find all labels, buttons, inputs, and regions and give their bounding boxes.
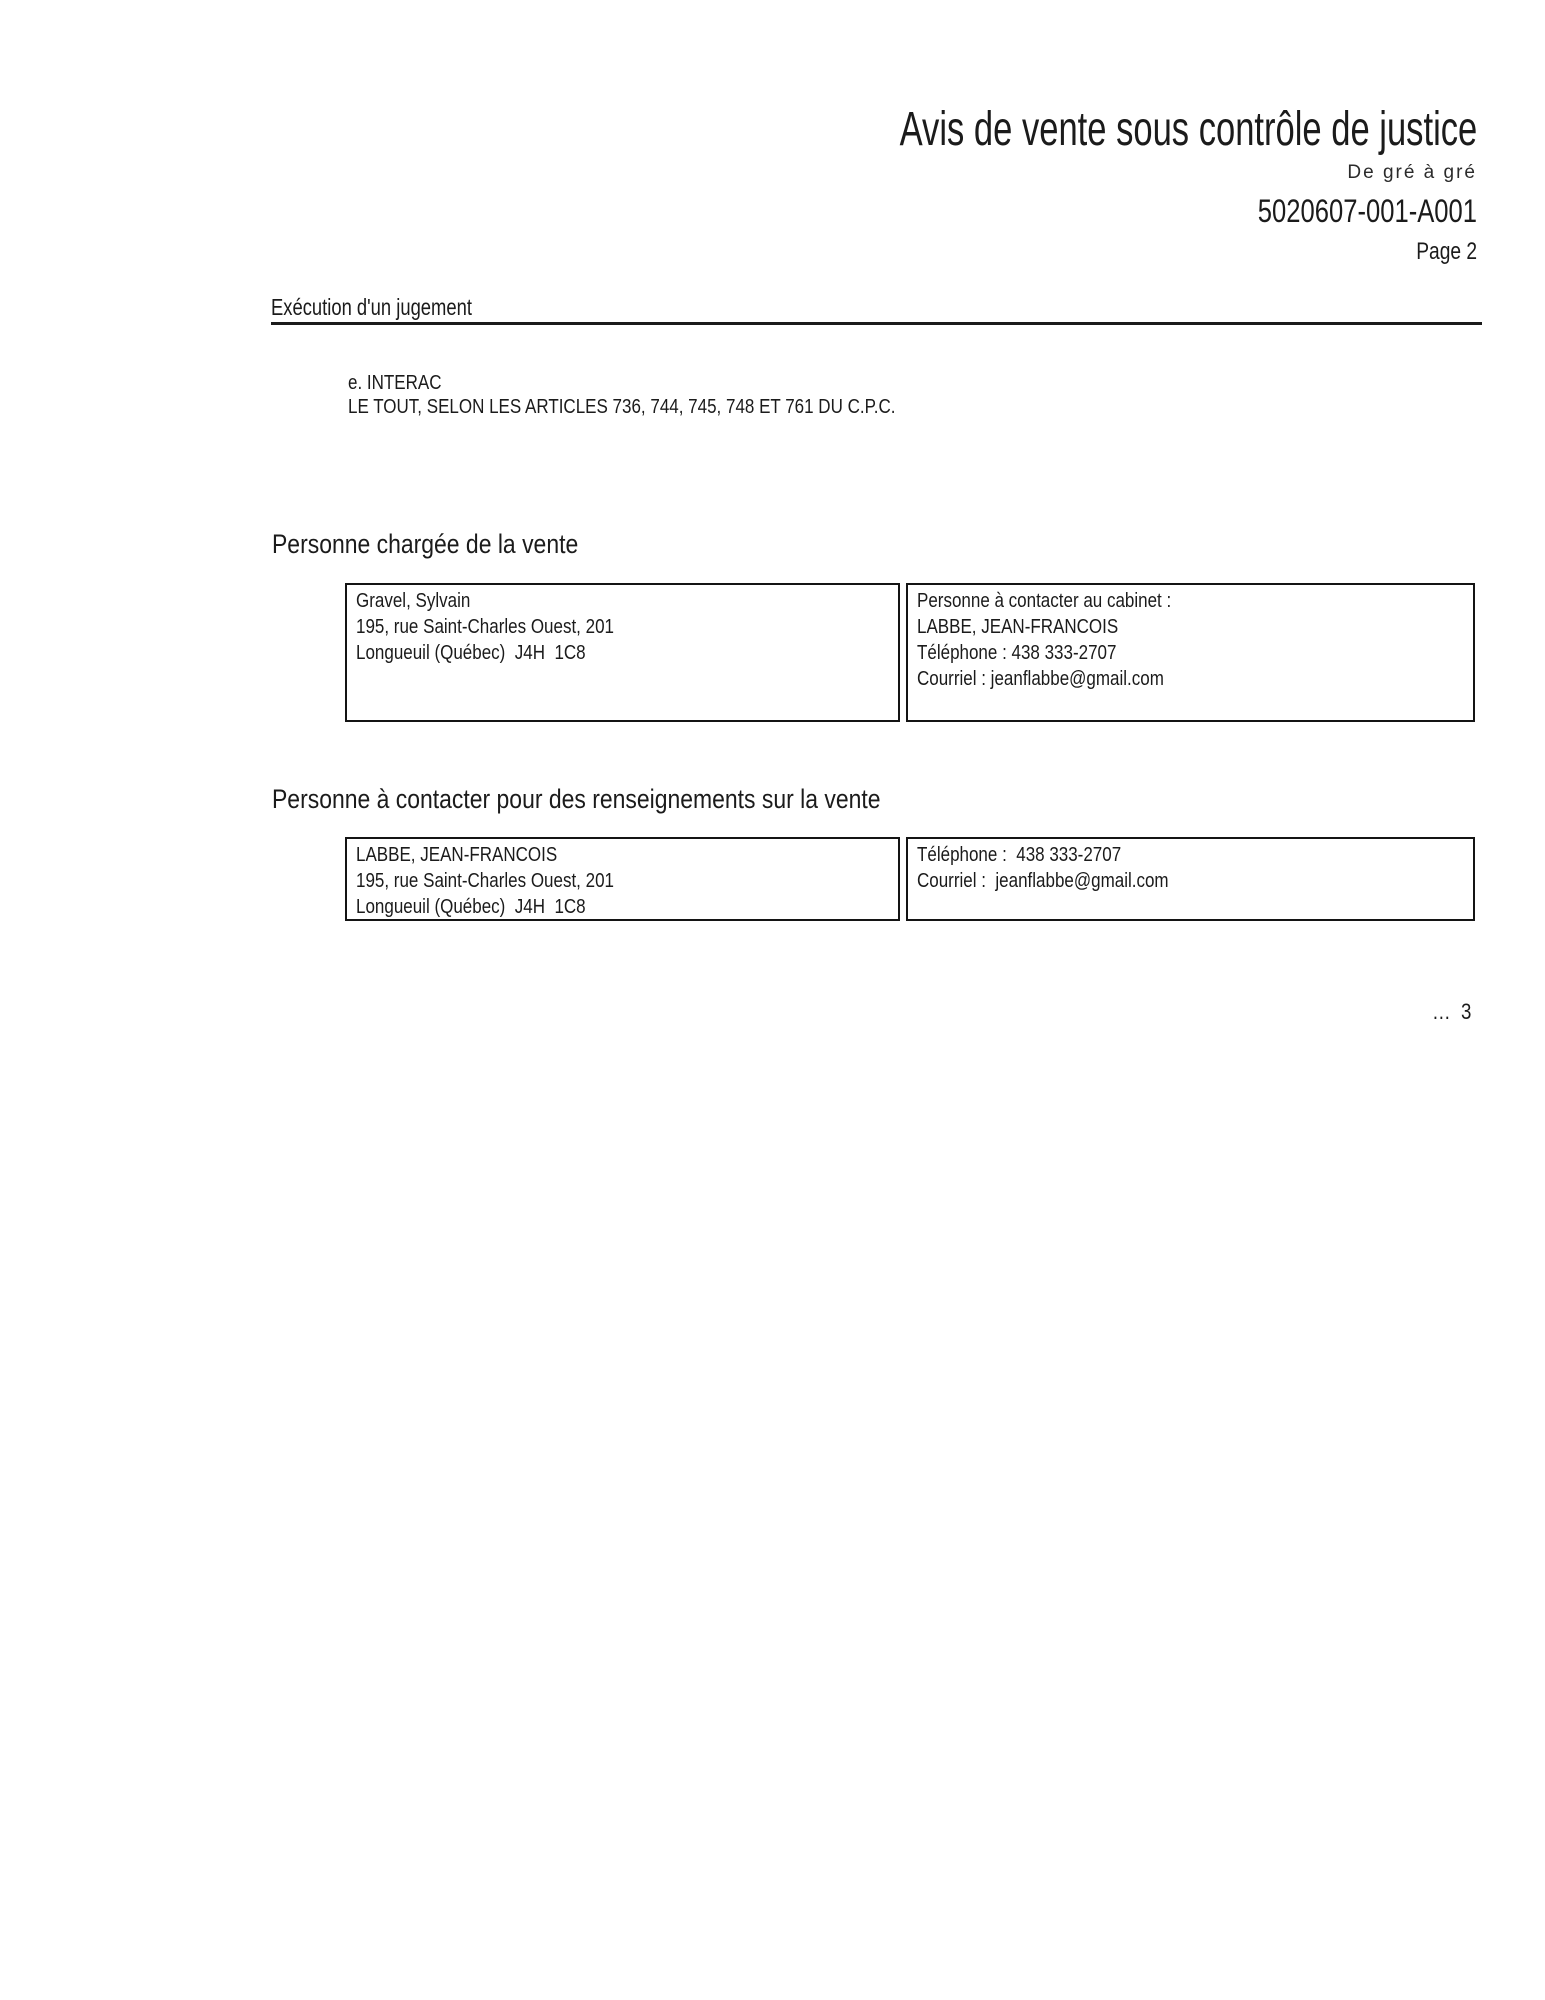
table-cell-line bbox=[917, 640, 1464, 666]
info-contact-identity-cell bbox=[345, 837, 900, 921]
cabinet-contact-email: Courriel : jeanflabbe@gmail.com bbox=[917, 668, 1164, 690]
table-cell-line bbox=[917, 842, 1464, 868]
info-contact-phone: Téléphone : 438 333-2707 bbox=[917, 844, 1122, 866]
table-cell-line bbox=[356, 842, 889, 868]
continuation-marker-text: … 3 bbox=[1431, 999, 1471, 1024]
section-heading-seller bbox=[272, 529, 632, 559]
info-contact-address-street: 195, rue Saint-Charles Ouest, 201 bbox=[356, 870, 614, 892]
body-paragraph bbox=[348, 371, 992, 419]
table-cell-line bbox=[917, 588, 1464, 614]
table-cell-line bbox=[917, 868, 1464, 894]
table-cell-line bbox=[917, 614, 1464, 640]
execution-header bbox=[271, 295, 1482, 325]
body-line bbox=[348, 371, 992, 395]
cabinet-contact-label: Personne à contacter au cabinet : bbox=[917, 590, 1172, 612]
page-number-label bbox=[675, 229, 1477, 266]
document-subtitle: De gré à gré bbox=[1347, 162, 1477, 183]
info-contact-email: Courriel : jeanflabbe@gmail.com bbox=[917, 870, 1169, 892]
cabinet-contact-name: LABBE, JEAN-FRANCOIS bbox=[917, 616, 1119, 638]
table-cell-line bbox=[356, 868, 889, 894]
cabinet-contact-phone: Téléphone : 438 333-2707 bbox=[917, 642, 1117, 664]
document-title bbox=[675, 104, 1477, 156]
body-line-text: LE TOUT, SELON LES ARTICLES 736, 744, 745, 748 ET 761 DU C.P.C. bbox=[348, 396, 896, 418]
info-contact-address-city: Longueuil (Québec) J4H 1C8 bbox=[356, 896, 586, 918]
file-number-text: 5020607-001-A001 bbox=[1257, 193, 1477, 229]
seller-address-street: 195, rue Saint-Charles Ouest, 201 bbox=[356, 616, 614, 638]
seller-table bbox=[345, 583, 1475, 722]
seller-name: Gravel, Sylvain bbox=[356, 590, 471, 612]
continuation-marker bbox=[1425, 999, 1471, 1025]
page-number-text: Page 2 bbox=[1416, 238, 1477, 265]
seller-address-city: Longueuil (Québec) J4H 1C8 bbox=[356, 642, 586, 664]
document-header bbox=[675, 104, 1477, 266]
document-title-text: Avis de vente sous contrôle de justice bbox=[899, 103, 1477, 156]
seller-identity-cell bbox=[345, 583, 900, 722]
seller-contact-cell bbox=[906, 583, 1475, 722]
table-cell-line bbox=[356, 894, 889, 920]
section-heading-info-contact-text: Personne à contacter pour des renseignements sur la vente bbox=[272, 784, 881, 814]
info-contact-name: LABBE, JEAN-FRANCOIS bbox=[356, 844, 558, 866]
table-cell-line bbox=[356, 614, 889, 640]
section-heading-seller-text: Personne chargée de la vente bbox=[272, 529, 579, 559]
body-line bbox=[348, 395, 992, 419]
table-cell-line bbox=[917, 666, 1464, 692]
header-rule bbox=[271, 322, 1482, 325]
table-cell-line bbox=[356, 640, 889, 666]
body-line-text: e. INTERAC bbox=[348, 372, 442, 394]
info-contact-table bbox=[345, 837, 1475, 921]
table-cell-line bbox=[356, 588, 889, 614]
section-heading-info-contact bbox=[272, 784, 988, 814]
execution-header-label: Exécution d'un jugement bbox=[271, 294, 472, 320]
file-number bbox=[675, 185, 1477, 229]
info-contact-details-cell bbox=[906, 837, 1475, 921]
